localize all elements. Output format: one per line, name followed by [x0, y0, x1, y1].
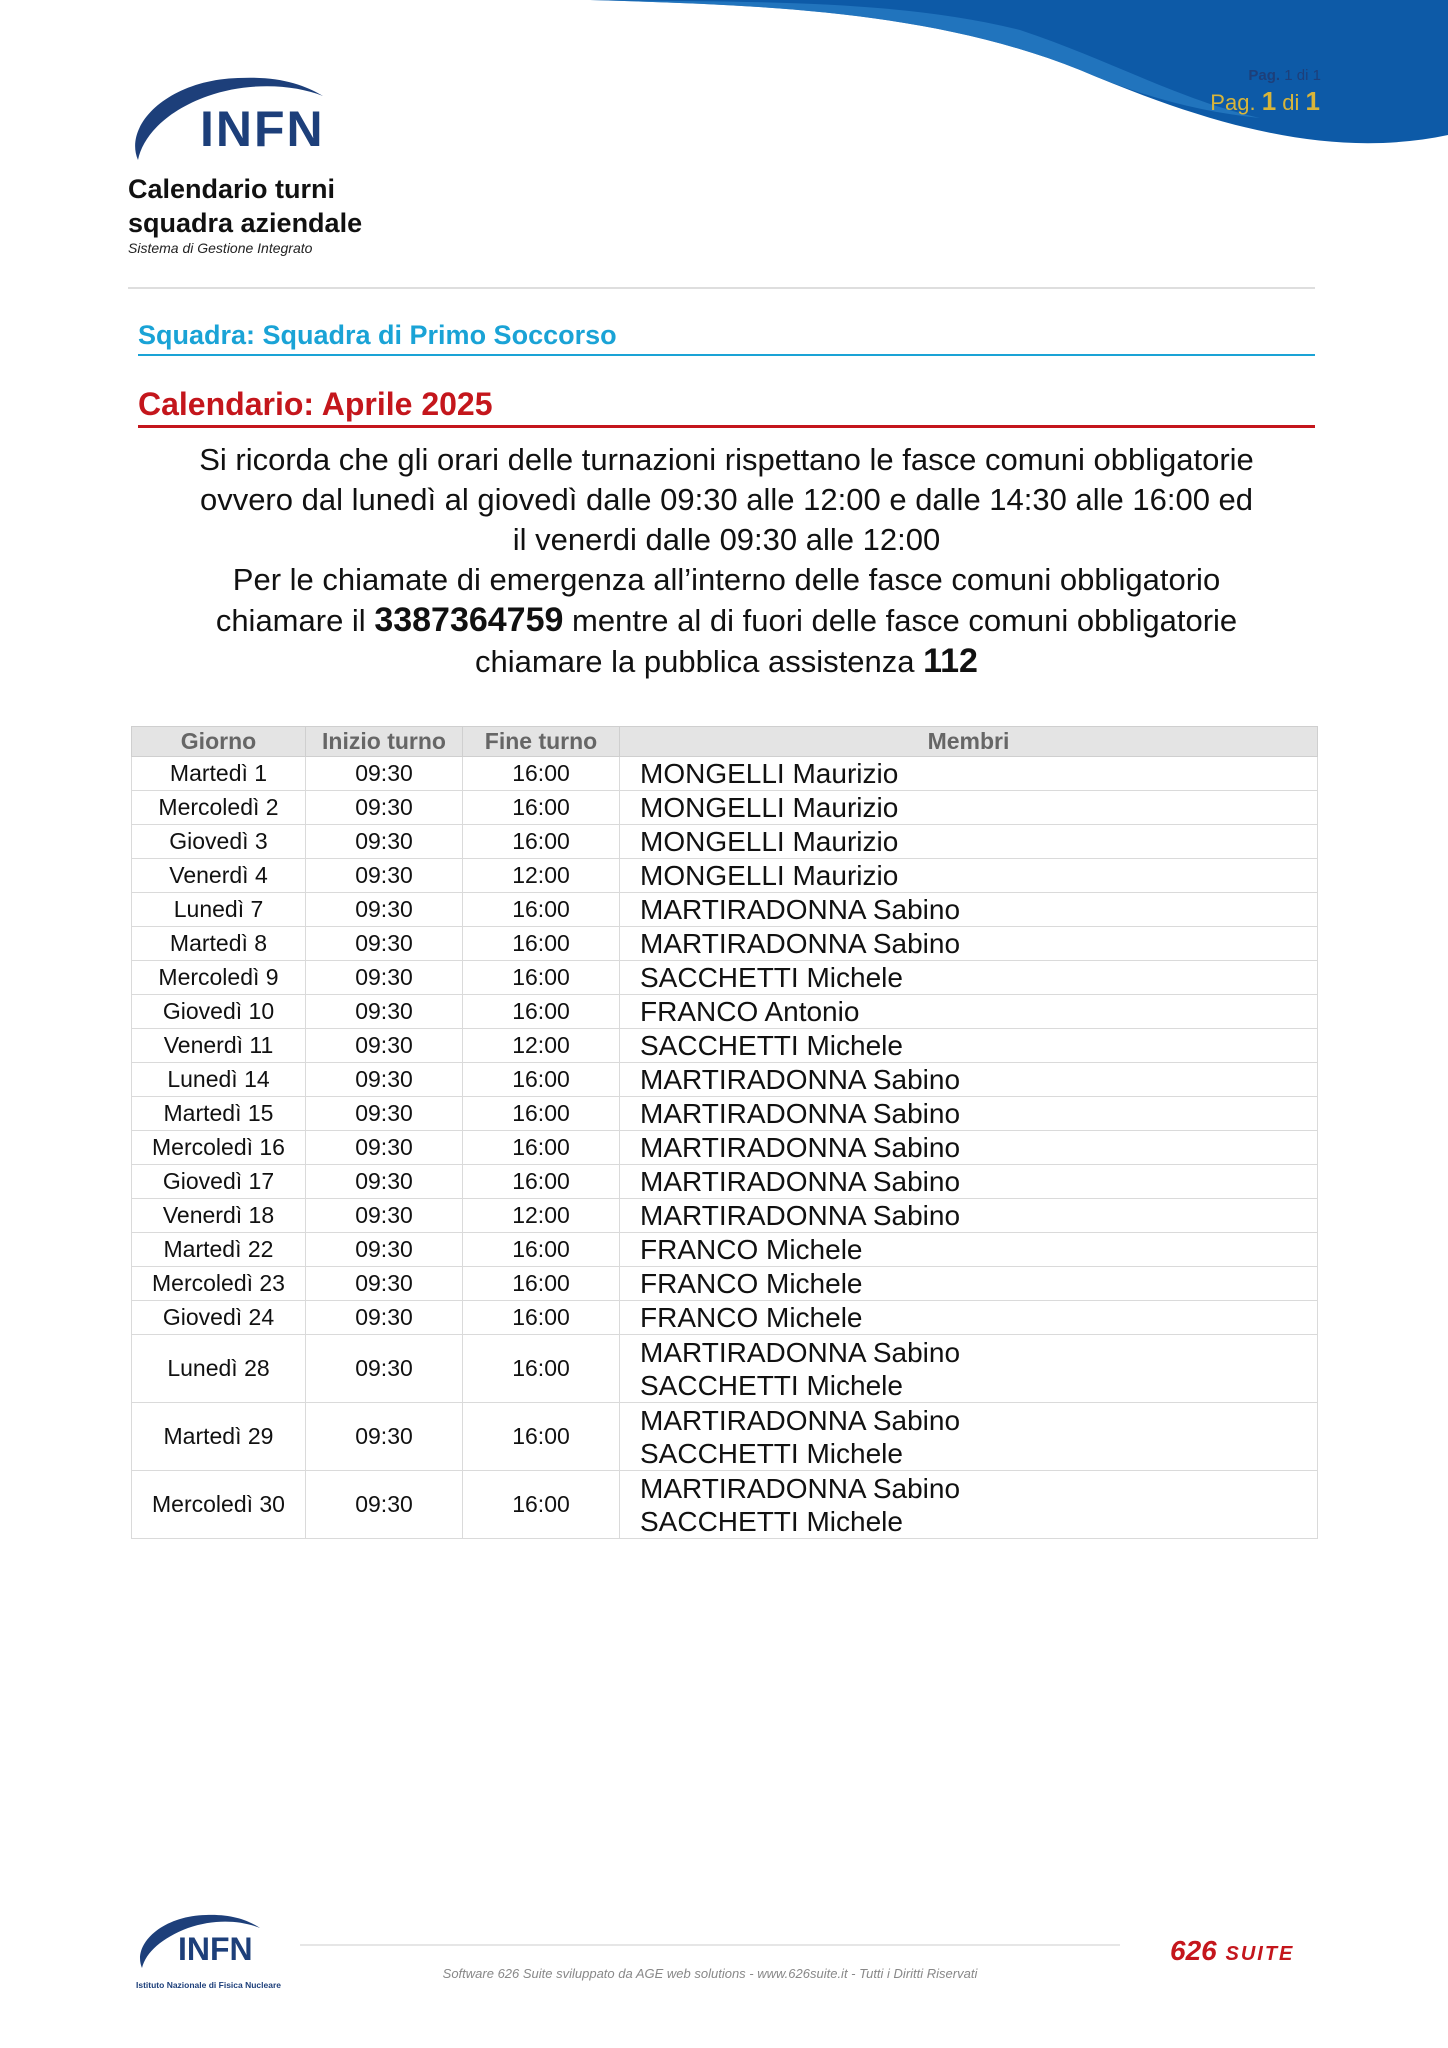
- member-name: FRANCO Michele: [640, 1302, 863, 1333]
- column-header: Giorno: [132, 727, 306, 757]
- cell-membri: [620, 995, 1318, 1029]
- table-row: [132, 859, 1318, 893]
- cell-giorno: Mercoledì 30: [132, 1471, 306, 1539]
- table-row: [132, 1335, 1318, 1403]
- cell-membri: [620, 893, 1318, 927]
- cell-fine: 16:00: [463, 1165, 620, 1199]
- cell-fine: 12:00: [463, 1029, 620, 1063]
- cell-inizio: 09:30: [306, 1335, 463, 1403]
- cell-fine: 16:00: [463, 961, 620, 995]
- infn-logo: [128, 70, 338, 170]
- svg-text:INFN: INFN: [200, 101, 325, 157]
- member-name: MARTIRADONNA Sabino: [640, 1336, 961, 1368]
- cell-giorno: Mercoledì 16: [132, 1131, 306, 1165]
- cell-giorno: Mercoledì 9: [132, 961, 306, 995]
- cell-fine: 16:00: [463, 757, 620, 791]
- page-indicator-small: Pag. 1 di 1: [1248, 67, 1321, 84]
- cell-giorno: Giovedì 10: [132, 995, 306, 1029]
- member-name: MONGELLI Maurizio: [640, 826, 899, 857]
- table-row: [132, 1199, 1318, 1233]
- member-name: MARTIRADONNA Sabino: [640, 928, 961, 959]
- phone-number: 3387364759: [374, 601, 564, 639]
- cell-inizio: 09:30: [306, 825, 463, 859]
- cell-inizio: 09:30: [306, 1233, 463, 1267]
- table-row: [132, 1165, 1318, 1199]
- page-indicator: Pag. 1 di 1: [1210, 86, 1320, 116]
- member-name: FRANCO Michele: [640, 1234, 863, 1265]
- cell-membri: [620, 1097, 1318, 1131]
- cell-inizio: 09:30: [306, 1199, 463, 1233]
- cell-fine: 12:00: [463, 859, 620, 893]
- cell-membri: [620, 1471, 1318, 1539]
- member-name: MARTIRADONNA Sabino: [640, 1472, 961, 1504]
- member-name: FRANCO Antonio: [640, 996, 860, 1027]
- cell-inizio: 09:30: [306, 757, 463, 791]
- cell-giorno: Venerdì 18: [132, 1199, 306, 1233]
- cell-fine: 16:00: [463, 995, 620, 1029]
- cell-inizio: 09:30: [306, 995, 463, 1029]
- table-row: [132, 1131, 1318, 1165]
- cell-membri: [620, 1199, 1318, 1233]
- cell-membri: [620, 1301, 1318, 1335]
- table-row: [132, 757, 1318, 791]
- member-name: FRANCO Michele: [640, 1268, 863, 1299]
- cell-inizio: 09:30: [306, 1471, 463, 1539]
- cell-inizio: 09:30: [306, 1063, 463, 1097]
- cell-membri: [620, 1233, 1318, 1267]
- table-row: [132, 1403, 1318, 1471]
- member-name: MARTIRADONNA Sabino: [640, 1132, 961, 1163]
- svg-text:INFN: INFN: [178, 1931, 253, 1967]
- cell-membri: [620, 1063, 1318, 1097]
- table-row: [132, 791, 1318, 825]
- divider: [128, 287, 1315, 289]
- member-name: SACCHETTI Michele: [640, 1030, 903, 1061]
- member-name: MARTIRADONNA Sabino: [640, 1200, 961, 1231]
- cell-giorno: Giovedì 3: [132, 825, 306, 859]
- cell-giorno: Martedì 29: [132, 1403, 306, 1471]
- table-row: [132, 825, 1318, 859]
- cell-membri: [620, 1267, 1318, 1301]
- cell-giorno: Giovedì 24: [132, 1301, 306, 1335]
- cell-inizio: 09:30: [306, 961, 463, 995]
- cell-giorno: Lunedì 28: [132, 1335, 306, 1403]
- cell-inizio: 09:30: [306, 1029, 463, 1063]
- table-row: [132, 1097, 1318, 1131]
- cell-fine: 16:00: [463, 825, 620, 859]
- shifts-table: [131, 726, 1318, 1539]
- column-header: Fine turno: [463, 727, 620, 757]
- cell-fine: 16:00: [463, 1131, 620, 1165]
- cell-giorno: Venerdì 11: [132, 1029, 306, 1063]
- cell-membri: [620, 1029, 1318, 1063]
- cell-giorno: Mercoledì 2: [132, 791, 306, 825]
- member-name: MONGELLI Maurizio: [640, 860, 899, 891]
- table-row: [132, 1063, 1318, 1097]
- cell-giorno: Martedì 22: [132, 1233, 306, 1267]
- cell-giorno: Martedì 8: [132, 927, 306, 961]
- table-row: [132, 1267, 1318, 1301]
- table-row: [132, 1233, 1318, 1267]
- cell-giorno: Venerdì 4: [132, 859, 306, 893]
- cell-fine: 16:00: [463, 1063, 620, 1097]
- table-row: [132, 995, 1318, 1029]
- footer-software-text: Software 626 Suite sviluppato da AGE web solutions - www.626suite.it - Tutti i Diritti Riservati: [442, 1966, 978, 1981]
- footer-divider: [300, 1944, 1120, 1946]
- member-name: MONGELLI Maurizio: [640, 792, 899, 823]
- member-name: MARTIRADONNA Sabino: [640, 1166, 961, 1197]
- svg-text:Istituto Nazionale di Fisica N: Istituto Nazionale di Fisica Nucleare: [136, 1980, 282, 1990]
- cell-inizio: 09:30: [306, 1165, 463, 1199]
- cell-fine: 16:00: [463, 1335, 620, 1403]
- table-row: [132, 893, 1318, 927]
- cell-giorno: Lunedì 7: [132, 893, 306, 927]
- cell-membri: [620, 1335, 1318, 1403]
- cell-inizio: 09:30: [306, 1301, 463, 1335]
- doc-subtitle: Sistema di Gestione Integrato: [128, 240, 313, 256]
- 626suite-logo: 626 SUITE: [1170, 1935, 1295, 1966]
- member-name: MONGELLI Maurizio: [640, 758, 899, 789]
- cell-membri: [620, 1403, 1318, 1471]
- cell-inizio: 09:30: [306, 893, 463, 927]
- column-header: Inizio turno: [306, 727, 463, 757]
- column-header: Membri: [620, 727, 1318, 757]
- cell-inizio: 09:30: [306, 859, 463, 893]
- member-name: MARTIRADONNA Sabino: [640, 1404, 961, 1436]
- member-name: SACCHETTI Michele: [640, 1505, 903, 1537]
- cell-membri: [620, 825, 1318, 859]
- member-name: MARTIRADONNA Sabino: [640, 1064, 961, 1095]
- member-name: SACCHETTI Michele: [640, 1369, 903, 1401]
- notice-text: Si ricorda che gli orari delle turnazioni rispettano le fasce comuni obbligatorie ovvero dal lunedì al giovedì dalle 09:30 alle 12:00 e dalle 14:30 alle 16:00 ed il venerdi dalle 09:30 alle 12:00 Per le chiamate di emergenza all’interno delle fasce comuni obbligatorio chiamare il 3387364759 mentre al di fuori delle fasce comuni obbligatorie chiamare la pubblica assistenza 112: [199, 442, 1254, 680]
- table-row: [132, 927, 1318, 961]
- infn-footer-logo: [136, 1910, 282, 1995]
- cell-membri: [620, 757, 1318, 791]
- squadra-heading: Squadra: Squadra di Primo Soccorso: [138, 320, 617, 350]
- calendario-heading: Calendario: Aprile 2025: [138, 386, 493, 422]
- cell-giorno: Martedì 1: [132, 757, 306, 791]
- cell-fine: 16:00: [463, 1097, 620, 1131]
- cell-fine: 16:00: [463, 893, 620, 927]
- cell-membri: [620, 859, 1318, 893]
- cell-giorno: Giovedì 17: [132, 1165, 306, 1199]
- cell-fine: 16:00: [463, 1403, 620, 1471]
- member-name: SACCHETTI Michele: [640, 1437, 903, 1469]
- table-row: [132, 961, 1318, 995]
- cell-giorno: Martedì 15: [132, 1097, 306, 1131]
- divider: [138, 354, 1315, 356]
- member-name: MARTIRADONNA Sabino: [640, 894, 961, 925]
- cell-fine: 16:00: [463, 1301, 620, 1335]
- cell-membri: [620, 927, 1318, 961]
- cell-inizio: 09:30: [306, 927, 463, 961]
- cell-membri: [620, 791, 1318, 825]
- cell-fine: 16:00: [463, 1267, 620, 1301]
- cell-membri: [620, 1165, 1318, 1199]
- member-name: SACCHETTI Michele: [640, 962, 903, 993]
- cell-fine: 12:00: [463, 1199, 620, 1233]
- cell-inizio: 09:30: [306, 1267, 463, 1301]
- doc-title: Calendario turni squadra aziendale: [128, 174, 363, 238]
- cell-fine: 16:00: [463, 1471, 620, 1539]
- member-name: MARTIRADONNA Sabino: [640, 1098, 961, 1129]
- table-row: [132, 1471, 1318, 1539]
- cell-giorno: Mercoledì 23: [132, 1267, 306, 1301]
- cell-inizio: 09:30: [306, 1097, 463, 1131]
- cell-membri: [620, 1131, 1318, 1165]
- cell-inizio: 09:30: [306, 791, 463, 825]
- cell-inizio: 09:30: [306, 1131, 463, 1165]
- table-header-row: [132, 727, 1318, 757]
- cell-fine: 16:00: [463, 927, 620, 961]
- table-row: [132, 1301, 1318, 1335]
- cell-membri: [620, 961, 1318, 995]
- cell-inizio: 09:30: [306, 1403, 463, 1471]
- table-row: [132, 1029, 1318, 1063]
- cell-fine: 16:00: [463, 791, 620, 825]
- cell-giorno: Lunedì 14: [132, 1063, 306, 1097]
- divider: [138, 425, 1315, 428]
- cell-fine: 16:00: [463, 1233, 620, 1267]
- emergency-number: 112: [923, 642, 978, 680]
